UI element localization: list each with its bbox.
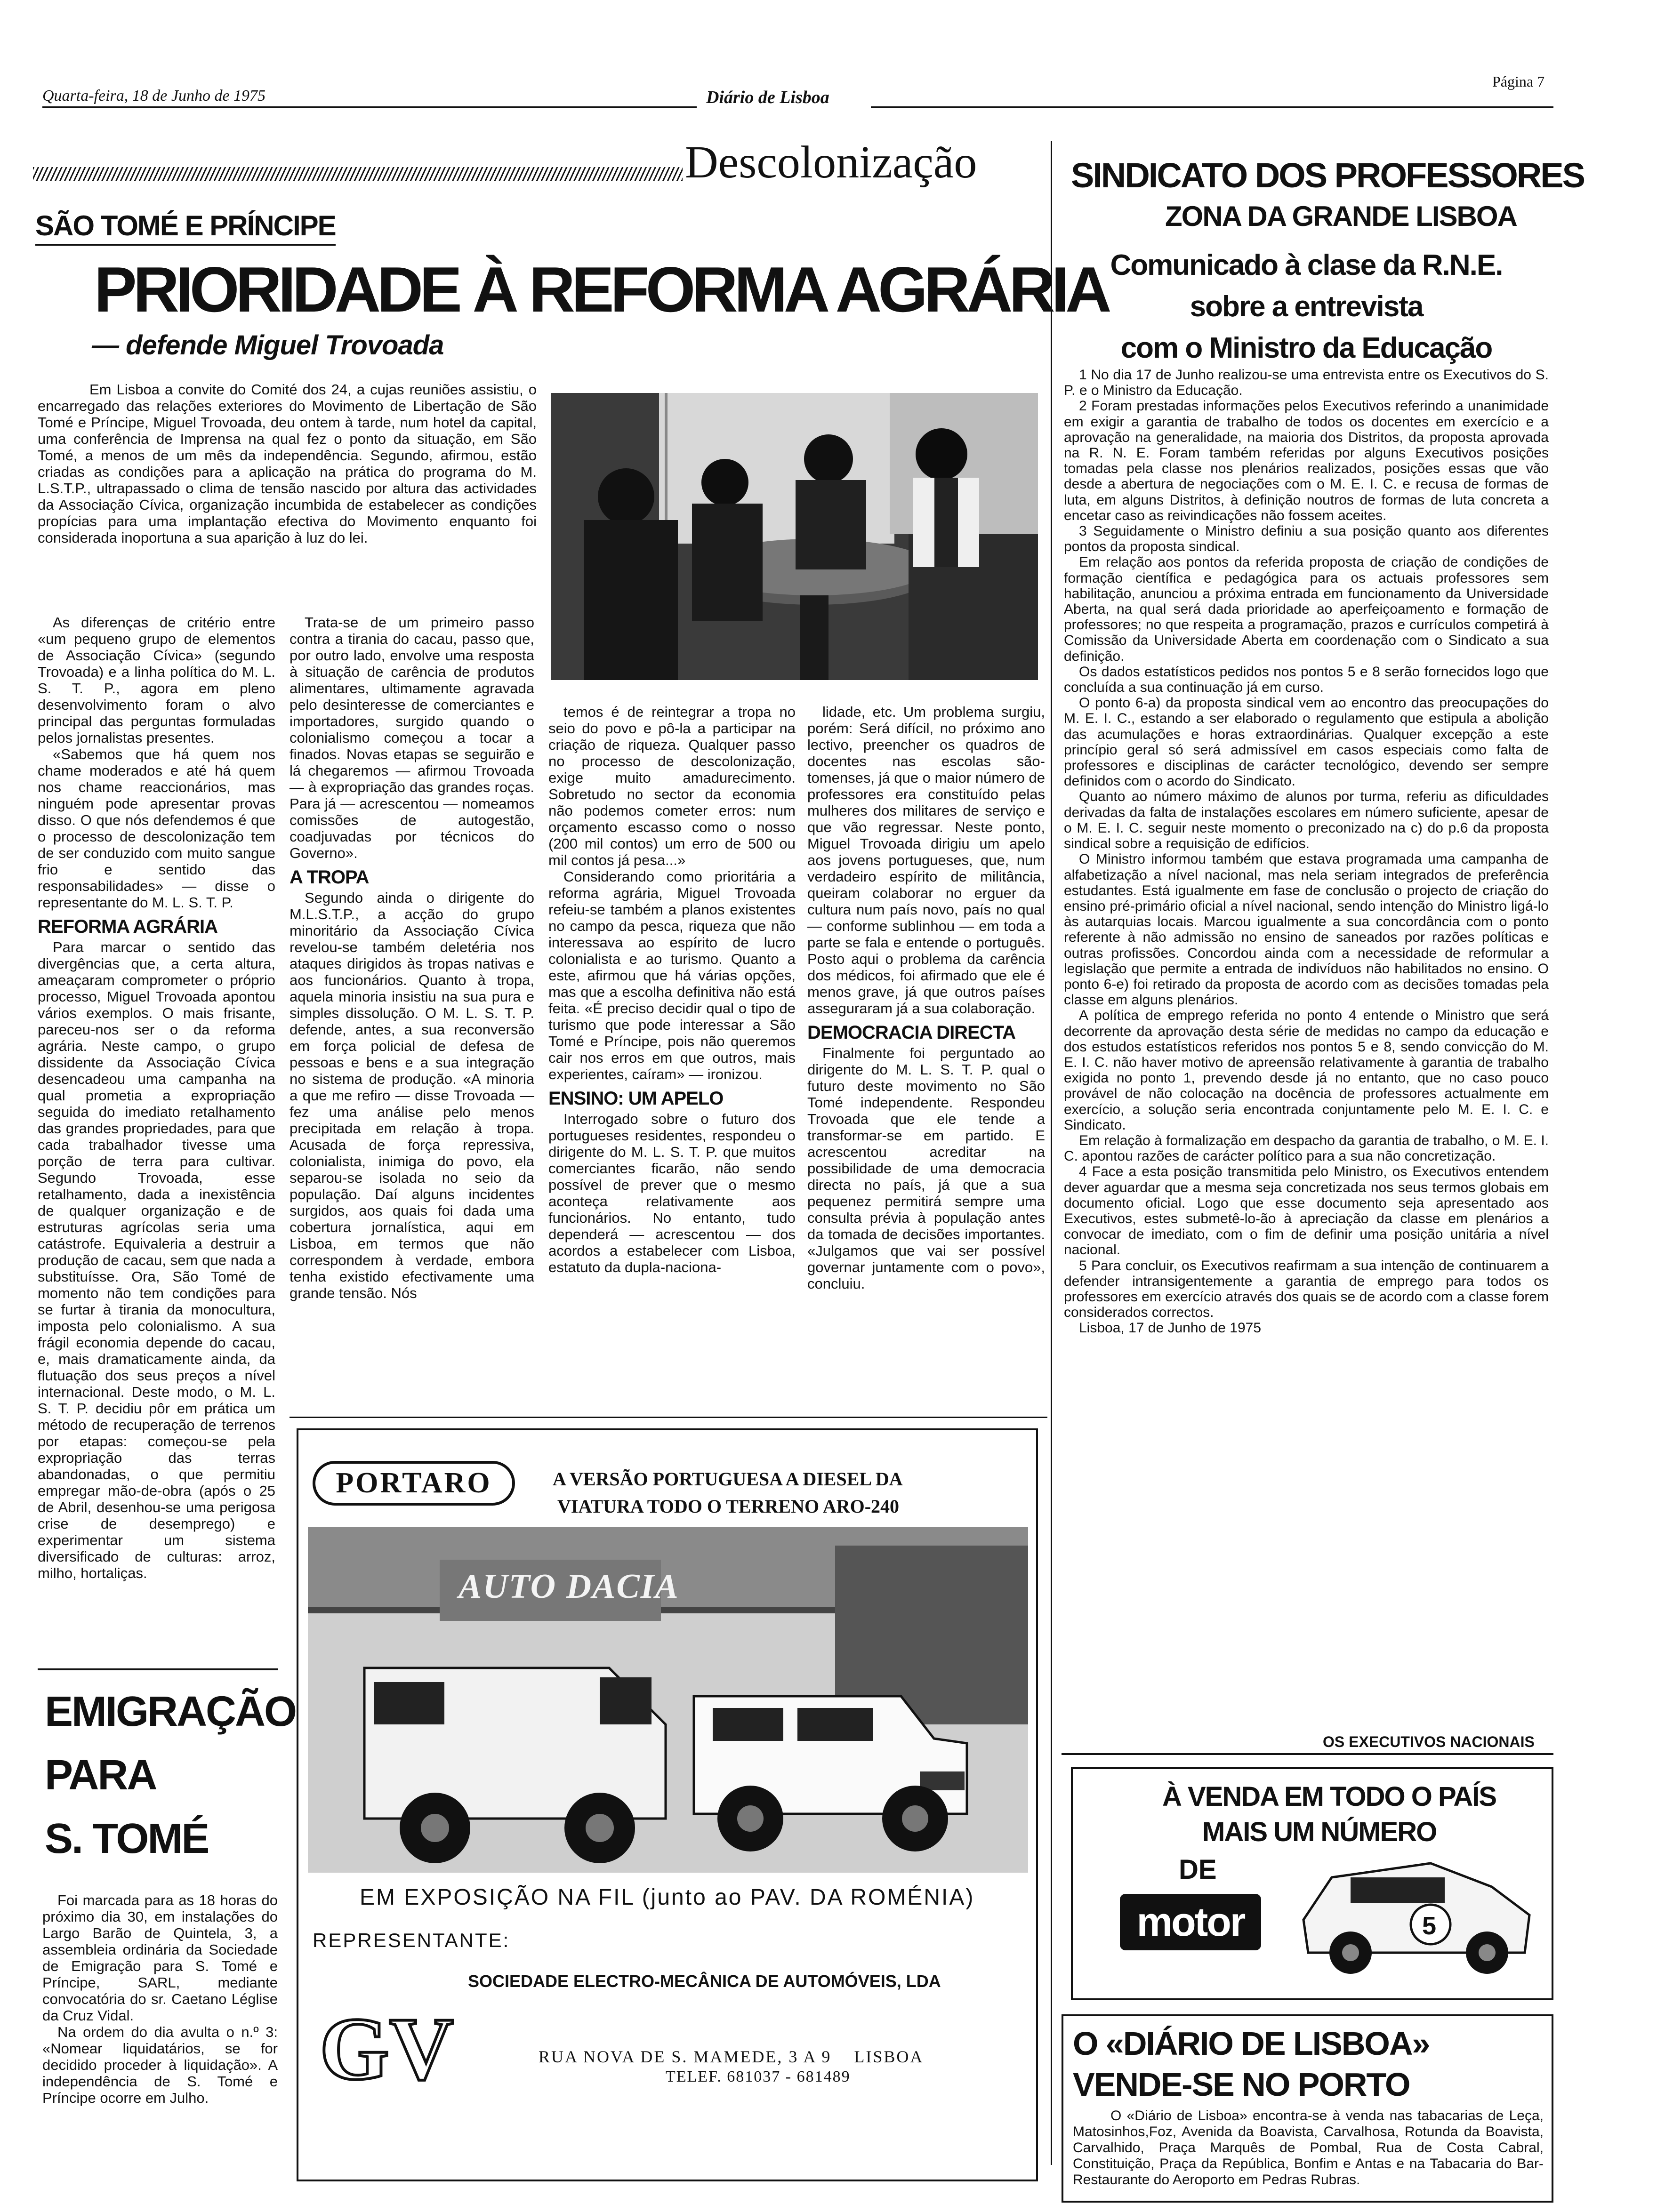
- porto-headline-2: VENDE-SE NO PORTO: [1073, 2066, 1410, 2103]
- portaro-address: RUA NOVA DE S. MAMEDE, 3 A 9 LISBOA: [539, 2047, 924, 2066]
- article-paragraph: Interrogado sobre o futuro dos portugueses residentes, respondeu o dirigente do M. L. S. T. P. que muitos comerciantes ficarão, não sendo possível de prever que o mesmo aconteça relativamente aos funcionários. No entanto, tudo dependerá — acrescentou — dos acordos a estabelecer com Lisboa, estatuto da dupla-naciona-: [548, 1111, 796, 1275]
- gv-logo: GV: [320, 2000, 454, 2099]
- article-paragraph: Finalmente foi perguntado ao dirigente do M. L. S. T. P. qual o futuro deste movimento no São Tomé independente. Respondeu Trovoada que ele tende a transformar-se em partido. E acrescentou acreditar na possibilidade de uma democracia directa no país, já que a sua pequenez permitirá sempre uma consulta prévia à população antes da tomada de decisões importantes. «Julgamos que vai ser possível governar juntamente com o povo», concluiu.: [807, 1045, 1045, 1292]
- rally-car-illustration: [1289, 1835, 1544, 1976]
- motor-ad-line-3: DE: [1179, 1854, 1217, 1885]
- sindicato-bottom-rule: [1062, 1753, 1553, 1755]
- sindicato-paragraph: 3 Seguidamente o Ministro definiu a sua posição quanto aos diferentes pontos da proposta sindical.: [1064, 523, 1549, 555]
- portaro-representative-label: REPRESENTANTE:: [313, 1929, 510, 1951]
- sindicato-subtitle: ZONA DA GRANDE LISBOA: [1165, 200, 1517, 232]
- sindicato-headline-line: com o Ministro da Educação: [1120, 332, 1492, 364]
- sindicato-paragraph: Lisboa, 17 de Junho de 1975: [1079, 1320, 1261, 1336]
- motor-logo: [1120, 1894, 1261, 1950]
- sindicato-paragraph: O ponto 6-a) da proposta sindical vem ao encontro das preocupações do M. E. I. C., estando a ser elaborado o regulamento que estipula a abolição das acumulações e horas extraordinárias. Qualquer excepção a este princípio geral só será admissível em casos especiais como falta de professores e disciplinas de carácter tecnológico, devendo ser sempre definidos com o acordo do Sindicato.: [1064, 695, 1549, 789]
- sindicato-body: [1064, 367, 1549, 1336]
- article-paragraph: As diferenças de critério entre «um pequeno grupo de elementos de Associação Cívica» (segundo Trovoada) e a linha política do M. L. S. T. P., agora em pleno desenvolvimento foram o alvo principal das perguntas formuladas pelos jornalistas presentes.: [38, 614, 275, 746]
- section-title: Descolonização: [685, 137, 977, 188]
- porto-text: O «Diário de Lisboa» encontra-se à venda nas tabacarias de Leça, Matosinhos,Foz, Avenida da Boavista, Carvalhosa, Rotunda da Boavista, Carvalhido, Praça Marquês de Pombal, Rua de Costa Cabral, Constituição, Praça da República, Bonfim e Antas e na Tabacaria do Bar-Restaurante do Aeroporto em Pedras Rubras.: [1073, 2108, 1544, 2188]
- sindicato-paragraph: 2 Foram prestadas informações pelos Executivos referindo a unanimidade em exigir a garantia de trabalho de todos os docentes em exercício e a aprovação na generalidade, na maioria dos Distritos, da proposta aprovada na R. N. E. Foram também referidas por alguns Executivos posições tomadas pela classe nos plenários realizados, posições essas que vão desde a abertura de negociações com o M. E. I. C. e recusa de formas de luta, em alguns Distritos, à definição noutros de formas de luta concreta a encetar caso as reivindicações não fossem aceites.: [1064, 398, 1549, 523]
- motor-ad-line-1: À VENDA EM TODO O PAÍS: [1162, 1781, 1496, 1812]
- portaro-tagline-2: VIATURA TODO O TERRENO ARO-240: [557, 1496, 900, 1517]
- subhead-ensino: ENSINO: UM APELO: [548, 1088, 724, 1109]
- article-paragraph: Considerando como prioritária a reforma agrária, Miguel Trovoada refeiu-se também a planos existentes no campo da pesca, riqueza que não interessava ao espírito de lucro colonialista e ao turismo. Quanto a este, afirmou que há várias opções, mas que a escolha definitiva não está feita. «É preciso decidir qual o tipo de turismo que pode interessar a São Tomé e Príncipe, pois não queremos cair nos erros em que outros, mais experientes, caíram» — ironizou.: [548, 868, 796, 1082]
- subhead-a-tropa: A TROPA: [290, 867, 369, 888]
- portaro-advertisement: [297, 1428, 1038, 2181]
- press-conference-photo: [551, 393, 1038, 680]
- emigration-paragraph: Na ordem do dia avulta o n.º 3: «Nomear liquidatários, se for decidido proceder à liquidação». A independência de S. Tomé e Príncipe ocorre em Julho.: [42, 2024, 278, 2106]
- portaro-phone: TELEF. 681037 - 681489: [666, 2068, 851, 2085]
- emigration-headline-line: PARA: [45, 1752, 156, 1799]
- sindicato-paragraph: Os dados estatísticos pedidos nos pontos 5 e 8 serão fornecidos logo que concluída a sua continuação já em curso.: [1064, 664, 1549, 696]
- sindicato-paragraph: Em relação à formalização em despacho da garantia de trabalho, o M. E. I. C. apontou razões de carácter político para a sua não concretização.: [1064, 1132, 1549, 1164]
- motor-advertisement: [1071, 1767, 1553, 2000]
- sindicato-paragraph: O Ministro informou também que estava programada uma campanha de alfabetização a nível nacional, mas nela seriam integrados de preferência estudantes. Está igualmente em fase de conclusão o projecto de criação do ensino pré-primário oficial a nível nacional, sendo intenção do Ministro ligá-lo às autarquias locais. Marcou igualmente a sua concordância com o ponto referente à não admissão no ensino de saneados por razões políticas e outras profissões. Concordou ainda com a necessidade de reformular a legislação que permite a entrada de indivíduos não habilitados no ensino. O ponto 6-e) foi retirado da proposta de acordo com as decisões tomadas pela classe em alguns plenários.: [1064, 851, 1549, 1008]
- sindicato-headline-line: Comunicado à clase da R.N.E.: [1110, 249, 1503, 281]
- article-paragraph: lidade, etc. Um problema surgiu, porém: Será difícil, no próximo ano lectivo, preencher os quadros de docentes nas escolas são-tomenses, já que o maior número de professores era constituído pelas mulheres dos militares de serviço e que vão regressar. Neste ponto, Miguel Trovoada dirigiu um apelo aos jovens portugueses, que, num verdadeiro espírito de militância, queiram colaborar no erguer da cultura num país novo, país no qual — conforme sublinhou — em toda a parte se fala e entende o português. Posto aqui o problema da carência dos médicos, foi afirmado que ele é menos grave, já que outros países asseguraram já a sua colaboração.: [807, 704, 1045, 1017]
- article-bottom-rule: [290, 1417, 1047, 1418]
- sindicato-signature: OS EXECUTIVOS NACIONAIS: [1323, 1733, 1535, 1750]
- motor-logo-text: motor: [1136, 1899, 1245, 1945]
- porto-headline-1: O «DIÁRIO DE LISBOA»: [1073, 2025, 1430, 2062]
- article-col-3: [548, 704, 796, 1275]
- portaro-logo-text: PORTARO: [336, 1467, 492, 1499]
- sindicato-paragraph: 4 Face a esta posição transmitida pelo Ministro, os Executivos entendem dever aguardar que a mesma seja concretizada nos seus termos globais em documento oficial. Logo que esse documento seja apresentado aos Executivos, estes submetê-lo-ão à apreciação da classe em plenários a convocar de imediato, com o fim de definir uma posição unitária a nível nacional.: [1064, 1164, 1549, 1258]
- article-paragraph: Segundo ainda o dirigente do M.L.S.T.P., a acção do grupo minoritário da Associação Cívica revelou-se também deletéria nos ataques dirigidos às tropas nativas e aos funcionários. Quanto à tropa, aquela minoria insistiu na sua pura e simples dissolução. O M. L. S. T. P. defende, antes, a sua reconversão em força policial de defesa de pessoas e bens e a sua integração no sistema de produção. «A minoria a que me refiro — disse Trovoada — fez uma análise pelo menos precipitada em relação à tropa. Acusada de força repressiva, colonialista, inimiga do povo, ela separou-se isolada no seio da população. Daí alguns incidentes surgidos, aos quais foi dada uma cobertura jornalística, aqui em Lisboa, em termos que não correspondem à verdade, embora tenha existido efectivamente uma grande tensão. Nós: [290, 890, 534, 1301]
- article-col-2: [290, 614, 534, 1301]
- header-rule-left: [42, 106, 697, 108]
- portaro-exhibition: EM EXPOSIÇÃO NA FIL (junto ao PAV. DA ROMÉNIA): [360, 1885, 975, 1910]
- auto-dacia-sign: AUTO DACIA: [458, 1567, 679, 1606]
- section-hatch-bar: [33, 167, 683, 181]
- header-newspaper: Diário de Lisboa: [706, 88, 829, 107]
- article-subhead: — defende Miguel Trovoada: [92, 330, 444, 361]
- header-page-number: Página 7: [1492, 73, 1545, 90]
- rally-car-number: 5: [1422, 1912, 1437, 1940]
- article-paragraph: temos é de reintegrar a tropa no seio do povo e pô-la a participar na criação de riqueza. Qualquer passo no processo de descolonização, exige muito amadurecimento. Sobretudo no sector da economia não podemos cometer erros: num orçamento escasso como o nosso (200 mil contos) um erro de 500 ou mil contos já pesa...»: [548, 704, 796, 868]
- emigration-headline: [45, 1680, 296, 1871]
- sindicato-paragraph: Em relação aos pontos da referida proposta de criação de condições de formação científica e pedagógica para os actuais professores sem habilitação, anunciou a próxima entrada em funcionamento da Universidade Aberta, na qual será dada prioridade ao aperfeiçoamento e formação de professores; no que respeita a programação, prazos e currículos competirá à Comissão da Universidade Aberta em coordenação com o Sindicato a sua definição.: [1064, 554, 1549, 664]
- sindicato-title: SINDICATO DOS PROFESSORES: [1071, 156, 1584, 195]
- portaro-vehicles-photo: [308, 1527, 1028, 1873]
- article-paragraph: Para marcar o sentido das divergências que, a certa altura, ameaçaram comprometer o próprio processo, Miguel Trovoada apontou vários exemplos. O mais frisante, pareceu-nos ser o da reforma agrária. Neste campo, o grupo dissidente da Associação Cívica desencadeou uma campanha na qual prometia a expropriação seguida do imediato retalhamento das grandes propriedades, para que cada trabalhador tivesse uma porção de terra para cultivar. Segundo Trovoada, esse retalhamento, dada a inexistência de qualquer organização e de estruturas agrícolas seria uma catástrofe. Equivaleria a destruir a produção de cacau, sem que nada a substituísse. Ora, São Tomé de momento não tem condições para se furtar à tirania da monocultura, imposta pelo colonialismo. A sua frágil economia depende do cacau, e, mais dramaticamente ainda, da flutuação dos seus preços a nível internacional. Deste modo, o M. L. S. T. P. decidiu pôr em prática um método de recuperação de terrenos por etapas: começou-se pela expropriação das terras abandonadas, o que permitiu empregar mão-de-obra (após o 25 de Abril, desenhou-se uma perigosa crise de desemprego) e experimentar um sistema diversificado de culturas: arroz, milho, hortaliças.: [38, 939, 275, 1581]
- column-divider-right: [1051, 141, 1052, 2165]
- sindicato-paragraph: 5 Para concluir, os Executivos reafirmam a sua intenção de continuarem a defender intransigentemente a garantia de emprego para todos os professores em exercício através dos quais se de acordo com a classe forem considerados correctos.: [1064, 1258, 1549, 1321]
- subhead-democracia-directa: DEMOCRACIA DIRECTA: [807, 1022, 1015, 1043]
- emigration-body: [42, 1892, 278, 2106]
- emigration-headline-line: EMIGRAÇÃO: [45, 1688, 296, 1735]
- header-date: Quarta-feira, 18 de Junho de 1975: [42, 87, 266, 104]
- sindicato-headline-line: sobre a entrevista: [1190, 290, 1423, 323]
- header-rule-right: [871, 106, 1553, 108]
- article-col-1: [38, 614, 275, 1581]
- emigration-paragraph: Foi marcada para as 18 horas do próximo dia 30, em instalações do Largo Barão de Quintela, 3, a assembleia ordinária da Sociedade de Emigração para S. Tomé e Príncipe, SARL, mediante convocatória do sr. Caetano Léglise da Cruz Vidal.: [42, 1892, 278, 2024]
- porto-box: [1062, 2014, 1553, 2203]
- portaro-company: SOCIEDADE ELECTRO-MECÂNICA DE AUTOMÓVEIS, LDA: [468, 1972, 941, 1991]
- emigration-top-rule: [38, 1668, 278, 1670]
- portaro-tagline-1: A VERSÃO PORTUGUESA A DIESEL DA: [553, 1468, 903, 1490]
- emigration-headline-line: S. TOMÉ: [45, 1815, 209, 1862]
- photo-illustration: [551, 393, 1038, 680]
- article-lead: Em Lisboa a convite do Comité dos 24, a cujas reuniões assistiu, o encarregado das relações exteriores do Movimento de Libertação de São Tomé e Príncipe, Miguel Trovoada, deu ontem à tarde, num hotel da capital, uma conferência de Imprensa na qual fez o ponto da situação, em São Tomé, a menos de um mês da independência. Segundo, afirmou, estão criadas as condições para a aplicação na prática do programa do M. L.S.T.P., ultrapassado o clima de tensão nascido por altura das actividades da Associação Cívica, organização incumbida de estabelecer as condições propícias para uma implantação efectiva do Movimento enquanto foi considerada inoportuna a sua aparição à luz do lei.: [38, 381, 537, 546]
- portaro-logo: [313, 1461, 515, 1506]
- article-kicker: SÃO TOMÉ E PRÍNCIPE: [35, 209, 336, 246]
- sindicato-paragraph: 1 No dia 17 de Junho realizou-se uma entrevista entre os Executivos do S. P. e o Ministro da Educação.: [1064, 367, 1549, 399]
- article-paragraph: Trata-se de um primeiro passo contra a tirania do cacau, passo que, por outro lado, envolve uma resposta à situação de carência de produtos alimentares, ultimamente agravada pelo desinteresse de comerciantes e importadores, surgido quando o colonialismo começou a tocar a finados. Novas etapas se seguirão e lá chegaremos — afirmou Trovoada — à expropriação das grandes roças. Para já — acrescentou — nomeamos comissões de autogestão, coadjuvadas por técnicos do Governo».: [290, 614, 534, 861]
- article-headline: PRIORIDADE À REFORMA AGRÁRIA: [94, 254, 1108, 325]
- subhead-reforma-agraria: REFORMA AGRÁRIA: [38, 916, 218, 937]
- article-col-4: [807, 704, 1045, 1292]
- sindicato-paragraph: A política de emprego referida no ponto 4 entende o Ministro que será decorrente da aprovação desta série de medidas no campo da educação e dos estudos estatísticos referidos nos pontos 5 e 8, sendo convicção do M. E. I. C. não haver motivo de apreensão relativamente à garantia de trabalho exigida no ponto 1, prevendo desde já no entanto, que no caso pouco provável de não colocação na docência de professores actualmente em exercício, a solução seria encontrada conjuntamente pelo M. E. I. C. e Sindicato.: [1064, 1008, 1549, 1133]
- motor-ad-line-2: MAIS UM NÚMERO: [1202, 1817, 1437, 1847]
- sindicato-paragraph: Quanto ao número máximo de alunos por turma, referiu as dificuldades derivadas da falta de instalações escolares em número suficiente, apesar de o M. E. I. C. seguir neste momento o preconizado na c) do p.6 da proposta sindical sobre a requisição de edifícios.: [1064, 789, 1549, 852]
- article-paragraph: «Sabemos que há quem nos chame moderados e até há quem nos chame reaccionários, mas ninguém pode apresentar provas disso. O que nós defendemos é que o processo de descolonização tem de ser conduzido com muito sangue frio e sentido das responsabilidades» — disse o representante do M. L. S. T. P.: [38, 746, 275, 911]
- sindicato-headline: [1064, 245, 1549, 369]
